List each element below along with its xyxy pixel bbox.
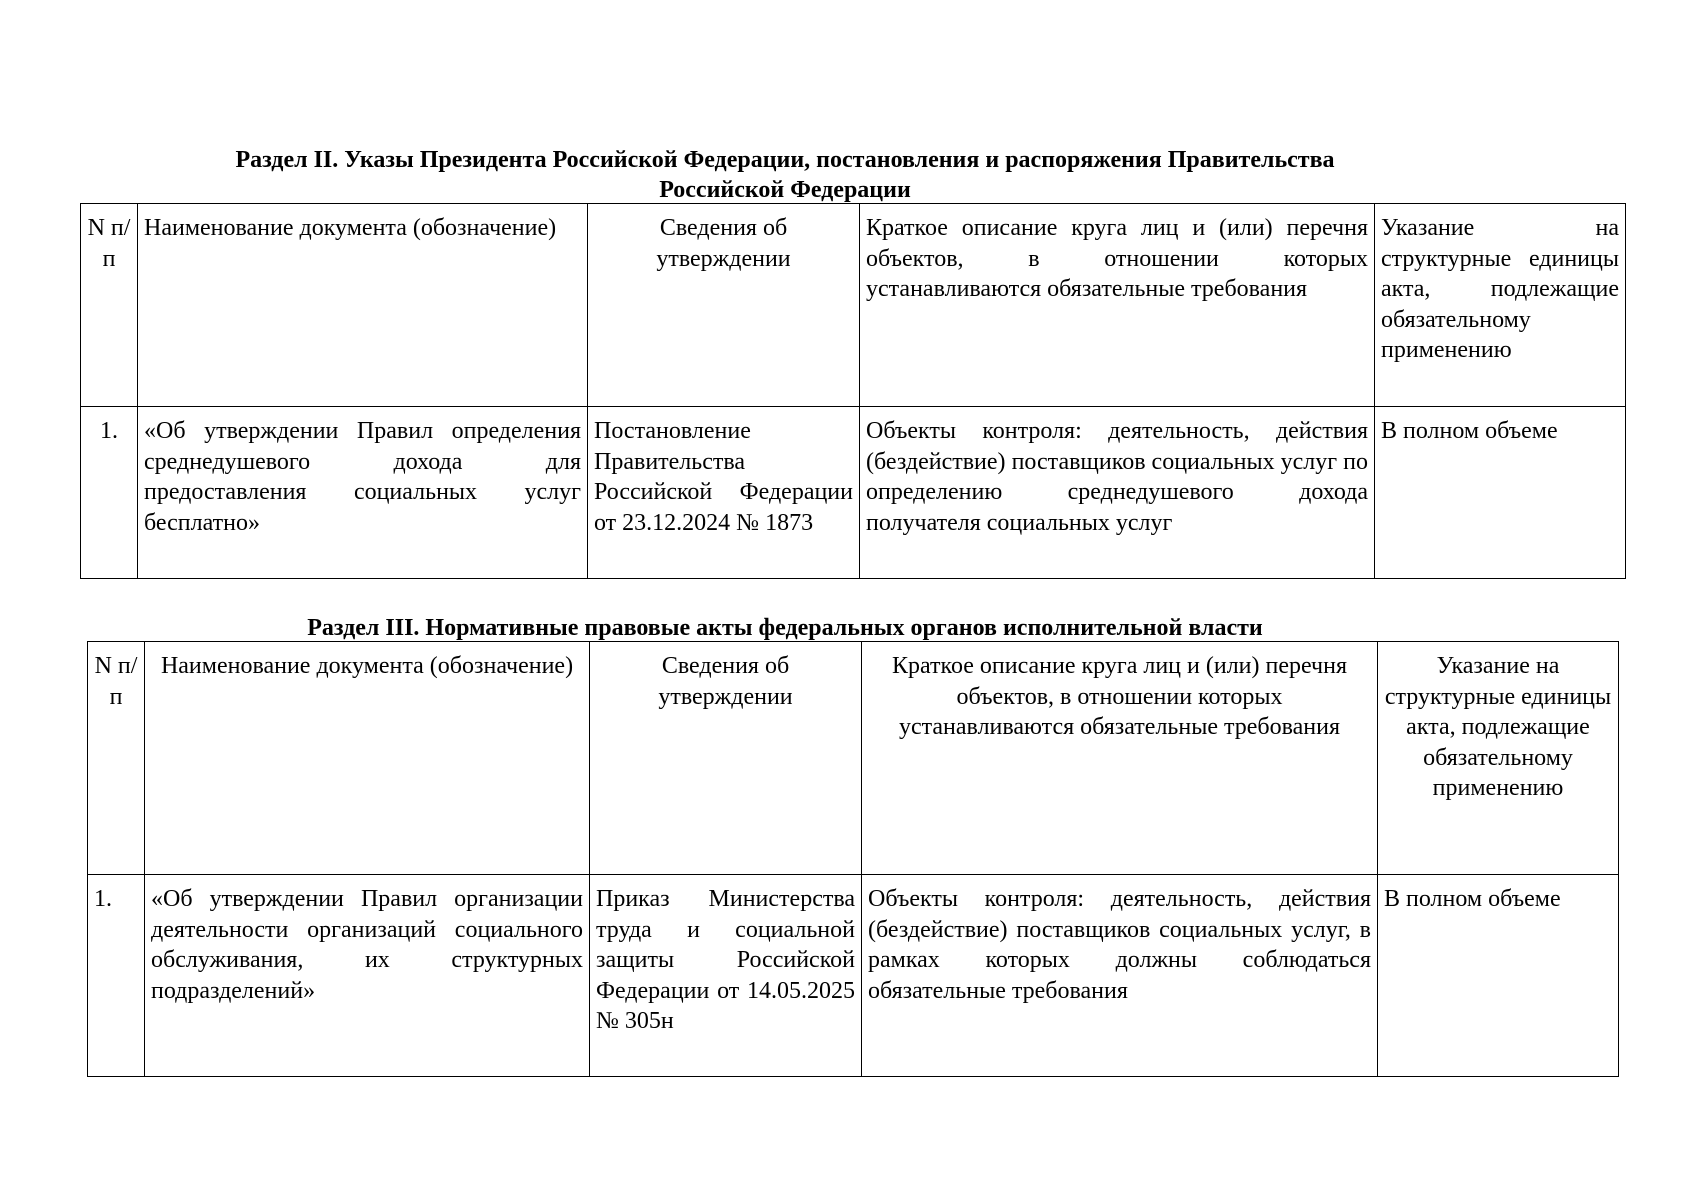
header-num: N п/п xyxy=(81,204,138,407)
row-description: Объекты контроля: деятельность, действия (бездействие) поставщиков социальных услуг, в рамках которых должны соблюдаться обязательные требования xyxy=(862,875,1378,1077)
table-row xyxy=(81,407,1626,579)
header-units: Указание на структурные единицы акта, подлежащие обязательному применению xyxy=(1375,204,1626,407)
table-header-row xyxy=(81,204,1626,407)
row-description: Объекты контроля: деятельность, действия (бездействие) поставщиков социальных услуг по определению среднедушевого дохода получателя социальных услуг xyxy=(860,407,1375,579)
section-2-table xyxy=(80,203,1626,579)
section-3-title: Раздел III. Нормативные правовые акты федеральных органов исполнительной власти xyxy=(307,615,1263,641)
row-num: 1. xyxy=(81,407,138,579)
header-approval: Сведения об утверждении xyxy=(588,204,860,407)
row-approval: Постановление Правительства Российской Федерации от 23.12.2024 № 1873 xyxy=(588,407,860,579)
table-row xyxy=(88,875,1619,1077)
header-approval: Сведения об утверждении xyxy=(590,642,862,875)
row-num: 1. xyxy=(88,875,145,1077)
header-description: Краткое описание круга лиц и (или) перечня объектов, в отношении которых устанавливаются обязательные требования xyxy=(860,204,1375,407)
row-name: «Об утверждении Правил определения среднедушевого дохода для предоставления социальных услуг бесплатно» xyxy=(138,407,588,579)
header-name: Наименование документа (обозначение) xyxy=(145,642,590,875)
header-name: Наименование документа (обозначение) xyxy=(138,204,588,407)
section-2-title-line-2: Российской Федерации xyxy=(659,177,911,203)
row-name: «Об утверждении Правил организации деятельности организаций социального обслуживания, их структурных подразделений» xyxy=(145,875,590,1077)
section-2-title xyxy=(150,145,1420,205)
section-3-table xyxy=(87,641,1619,1077)
section-2-title-line-1: Раздел II. Указы Президента Российской Федерации, постановления и распоряжения Правительства xyxy=(235,147,1335,173)
row-units: В полном объеме xyxy=(1375,407,1626,579)
header-description: Краткое описание круга лиц и (или) перечня объектов, в отношении которых устанавливаются обязательные требования xyxy=(862,642,1378,875)
header-num: N п/п xyxy=(88,642,145,875)
row-approval: Приказ Министерства труда и социальной защиты Российской Федерации от 14.05.2025 № 305н xyxy=(590,875,862,1077)
header-units: Указание на структурные единицы акта, подлежащие обязательному применению xyxy=(1378,642,1619,875)
table-header-row xyxy=(88,642,1619,875)
row-units: В полном объеме xyxy=(1378,875,1619,1077)
